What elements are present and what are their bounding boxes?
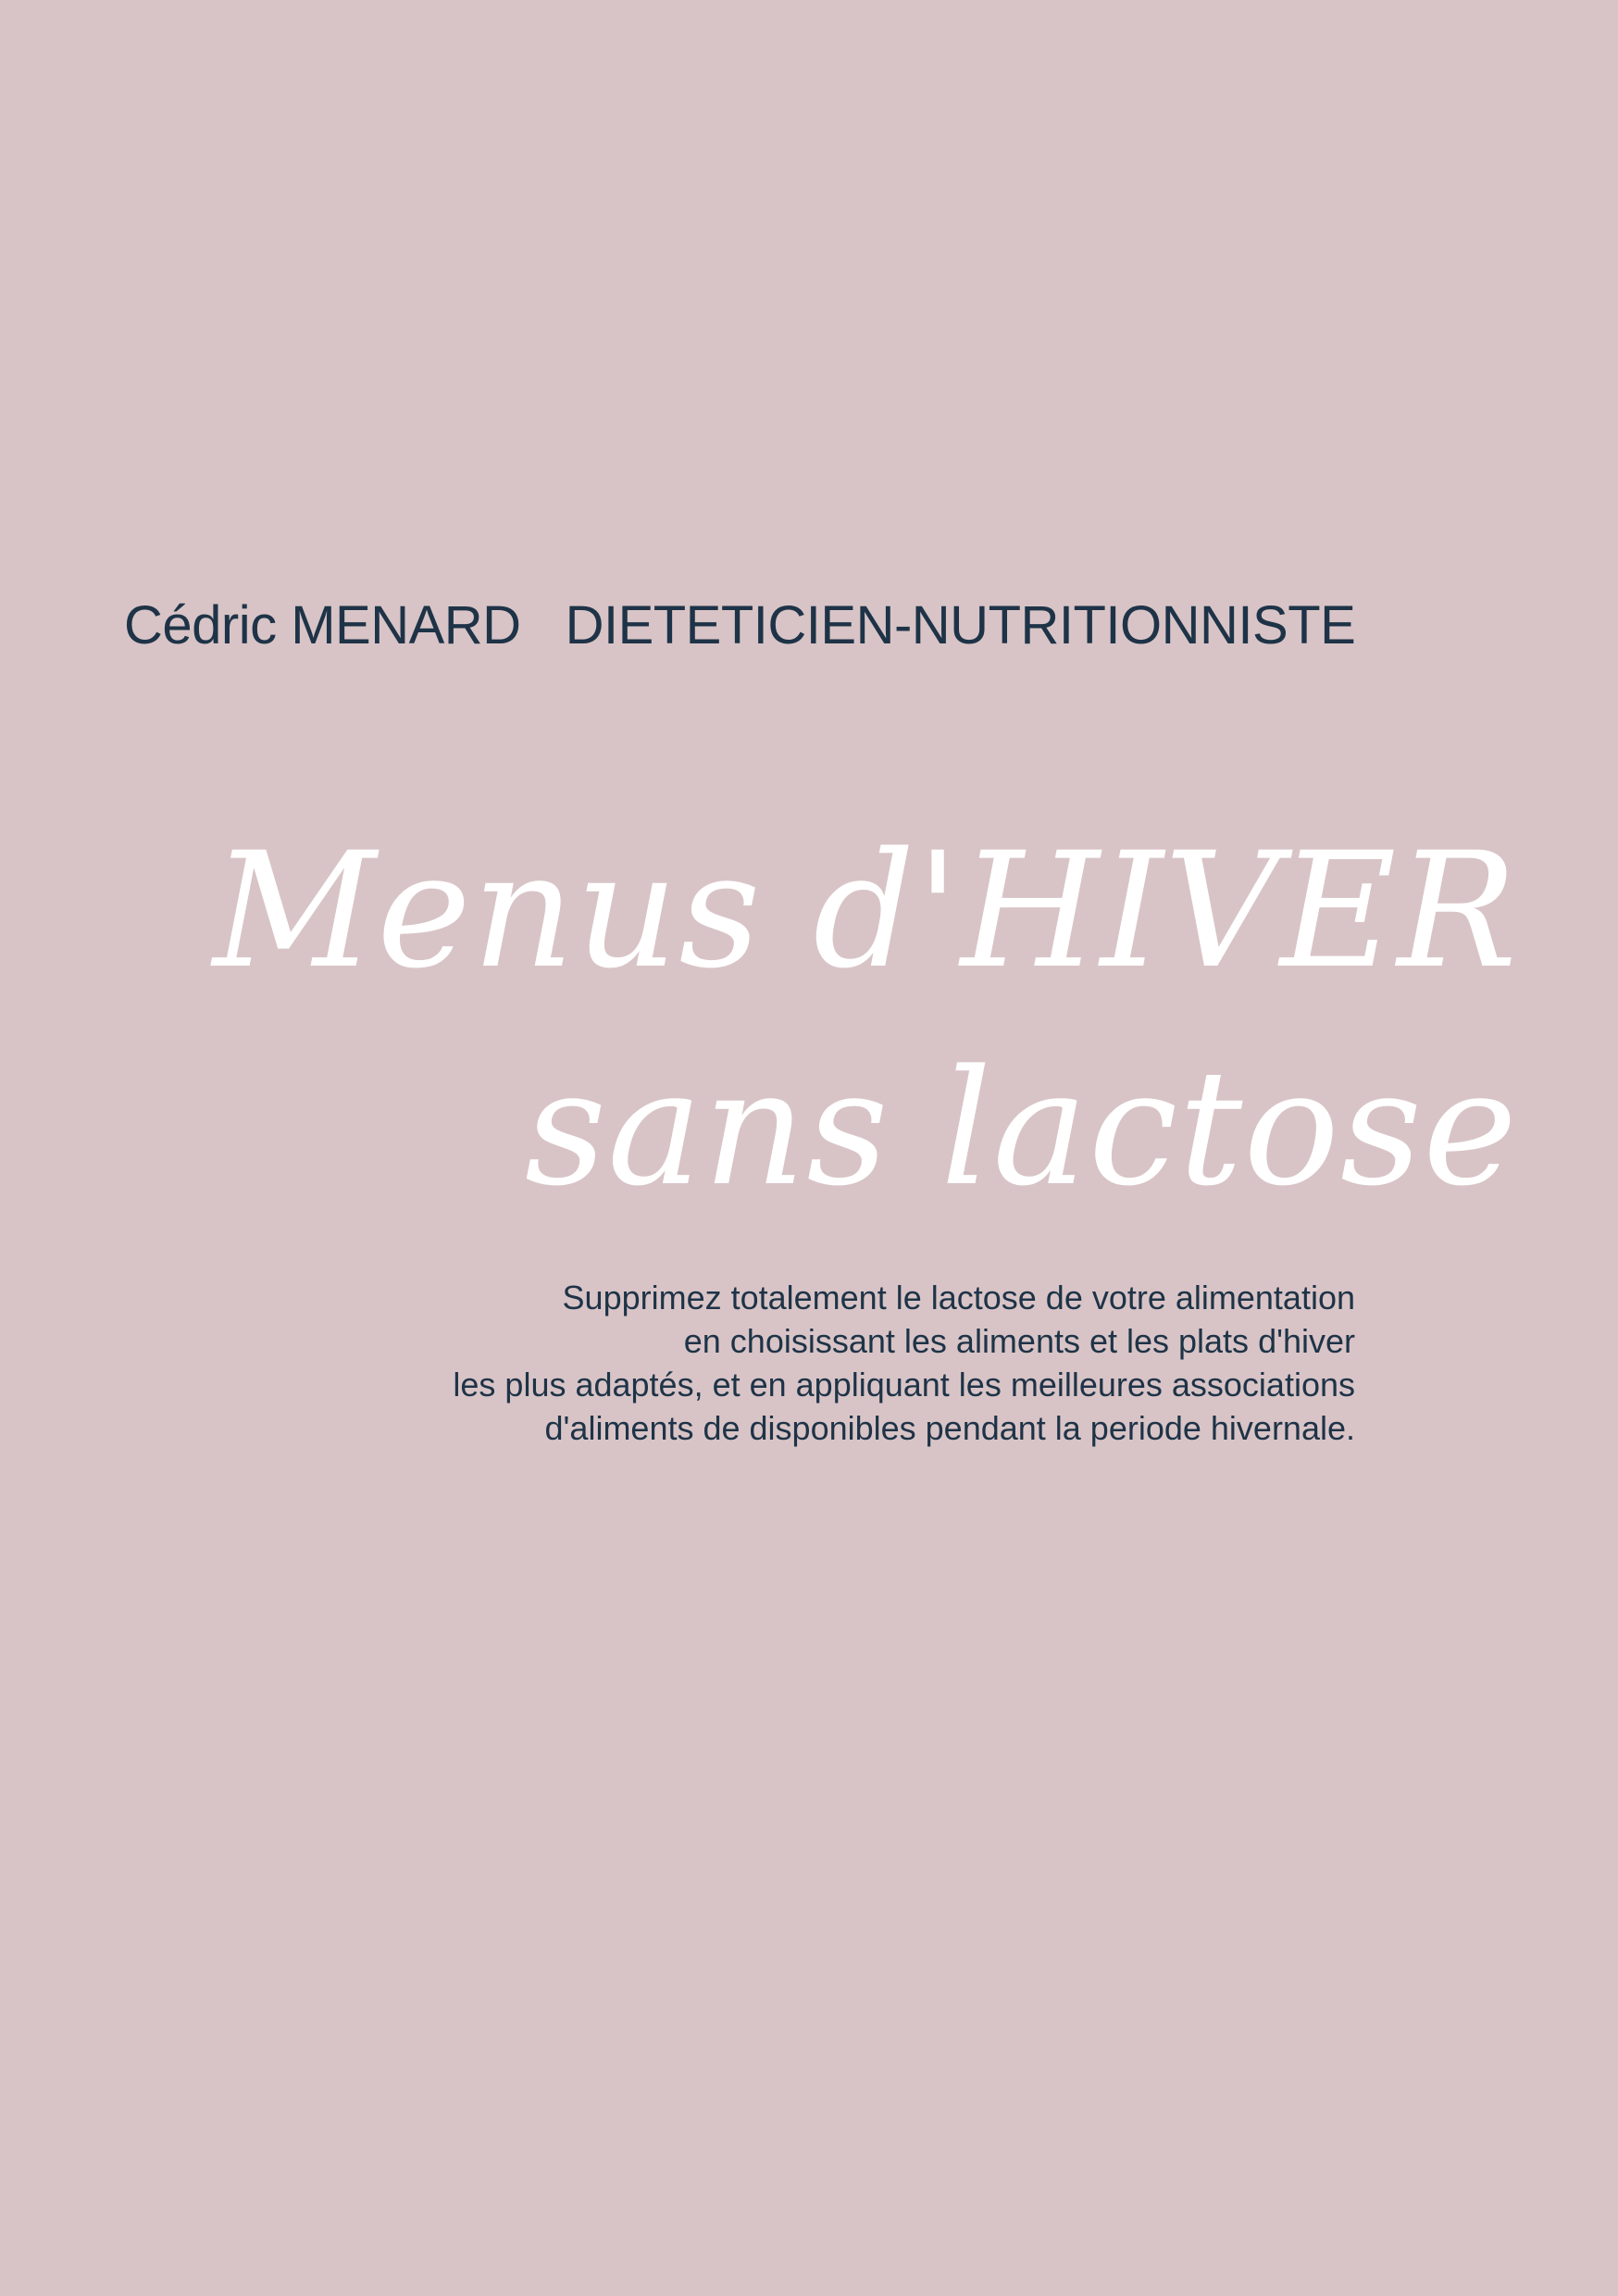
author-name: Cédric MENARD	[124, 595, 521, 655]
description-line-3: les plus adaptés, et en appliquant les meilleures associations	[453, 1366, 1355, 1404]
author-line	[124, 589, 1355, 663]
description-line-1: Supprimez totalement le lactose de votre alimentation	[562, 1279, 1355, 1316]
description-line-2: en choisissant les aliments et les plats d'hiver	[683, 1322, 1355, 1360]
book-title	[130, 802, 1518, 1237]
title-line-1: Menus d'HIVER	[213, 817, 1518, 1004]
description-line-4: d'aliments de disponibles pendant la periode hivernale.	[544, 1409, 1355, 1447]
author-profession: DIETETICIEN-NUTRITIONNISTE	[565, 595, 1356, 655]
book-description	[244, 1276, 1355, 1450]
title-line-2: sans lactose	[524, 1035, 1518, 1222]
